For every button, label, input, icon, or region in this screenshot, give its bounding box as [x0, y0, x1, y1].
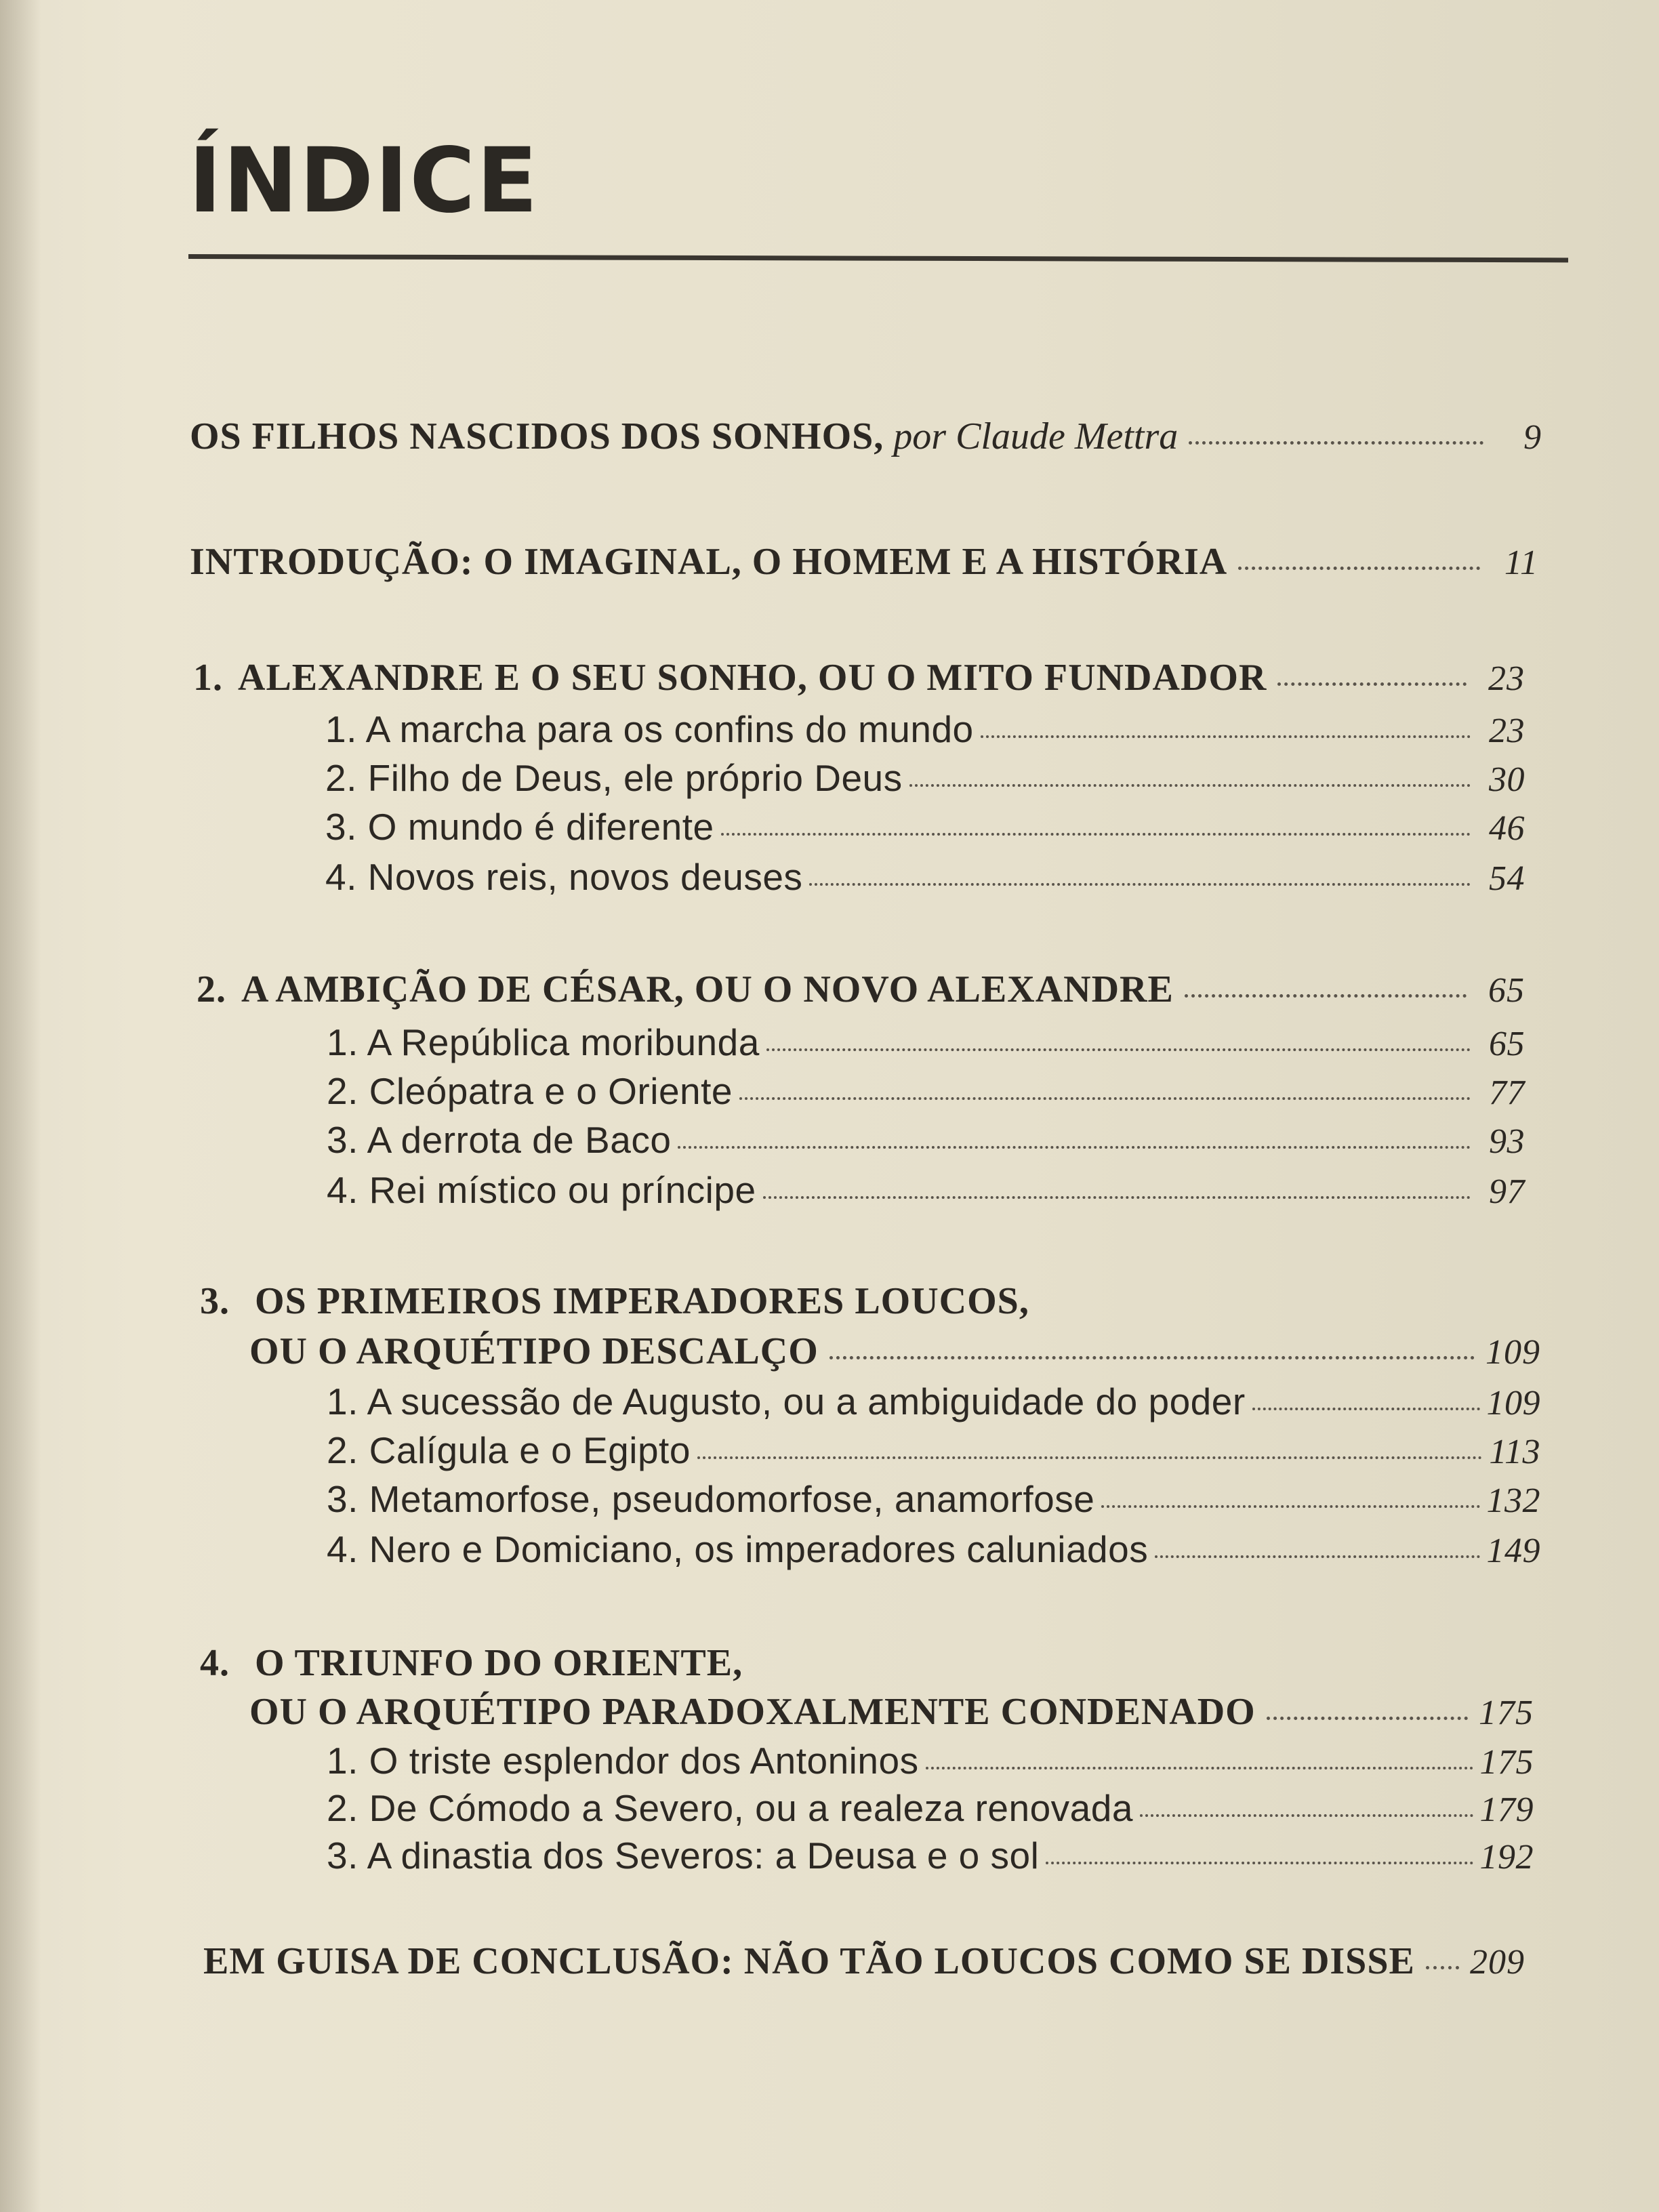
toc-entry-label: 3. O mundo é diferente	[325, 806, 714, 848]
toc-section[interactable]	[327, 1118, 1525, 1162]
toc-page-number: 23	[1489, 712, 1525, 750]
toc-entry-label: A AMBIÇÃO DE CÉSAR, OU O NOVO ALEXANDRE	[241, 968, 1174, 1010]
toc-entry-label: EM GUISA DE CONCLUSÃO: NÃO TÃO LOUCOS COMO SE DISSE	[203, 1940, 1415, 1982]
toc-page-number: 46	[1489, 809, 1525, 848]
toc-entry-label-continued: OU O ARQUÉTIPO PARADOXALMENTE CONDENADO	[249, 1691, 1256, 1733]
toc-section[interactable]	[327, 1786, 1534, 1830]
toc-dot-leader	[926, 1767, 1473, 1769]
toc-dot-leader	[766, 1048, 1471, 1051]
toc-dot-leader	[721, 833, 1471, 836]
toc-entry-label: 1. A marcha para os confins do mundo	[325, 708, 974, 750]
toc-dot-leader	[1185, 994, 1467, 998]
toc-dot-leader	[909, 784, 1471, 787]
toc-section[interactable]	[327, 1021, 1525, 1064]
toc-page-number: 179	[1479, 1790, 1534, 1829]
toc-chapter-3-heading[interactable]	[200, 1279, 1029, 1323]
toc-chapter-number: 3.	[200, 1280, 230, 1322]
toc-entry-conclusion[interactable]	[203, 1940, 1525, 1983]
toc-section[interactable]	[325, 756, 1525, 800]
toc-chapter-2[interactable]	[197, 968, 1525, 1011]
toc-entry-label: 2. Calígula e o Egipto	[327, 1429, 691, 1471]
toc-entry-introduction[interactable]	[190, 540, 1538, 583]
toc-dot-leader	[1140, 1814, 1473, 1817]
toc-section[interactable]	[327, 1069, 1525, 1113]
toc-entry-label: 2. Filho de Deus, ele próprio Deus	[325, 757, 903, 799]
toc-dot-leader	[1189, 441, 1483, 445]
toc-dot-leader	[739, 1097, 1471, 1100]
toc-dot-leader	[1252, 1408, 1480, 1410]
toc-page-number: 65	[1489, 1025, 1525, 1063]
toc-chapter-number: 4.	[200, 1642, 230, 1684]
toc-dot-leader	[1046, 1862, 1473, 1864]
toc-entry-label: 3. A dinastia dos Severos: a Deusa e o sol	[327, 1835, 1040, 1877]
toc-entry-label: 3. Metamorfose, pseudomorfose, anamorfose	[327, 1478, 1095, 1520]
toc-section[interactable]	[325, 855, 1525, 899]
toc-page-number: 192	[1479, 1838, 1534, 1877]
toc-section[interactable]	[327, 1739, 1534, 1782]
toc-section[interactable]	[325, 708, 1525, 751]
toc-chapter-4[interactable]	[249, 1690, 1534, 1734]
toc-entry-preface[interactable]	[190, 415, 1542, 458]
toc-page-number: 11	[1504, 544, 1538, 582]
toc-section[interactable]	[327, 1168, 1525, 1212]
toc-entry-author: por Claude Mettra	[893, 415, 1179, 457]
toc-entry-label: 2. De Cómodo a Severo, ou a realeza renovada	[327, 1787, 1133, 1829]
toc-page-number: 175	[1479, 1743, 1534, 1782]
toc-entry-label: OS FILHOS NASCIDOS DOS SONHOS,	[190, 415, 884, 457]
toc-dot-leader	[763, 1196, 1471, 1199]
toc-entry-label: 4. Novos reis, novos deuses	[325, 856, 803, 898]
toc-page-number: 9	[1523, 418, 1542, 457]
toc-chapter-3[interactable]	[249, 1330, 1540, 1373]
toc-entry-label: 3. A derrota de Baco	[327, 1119, 672, 1161]
toc-dot-leader	[830, 1356, 1475, 1359]
toc-entry-label: 1. A República moribunda	[327, 1021, 760, 1063]
toc-section[interactable]	[327, 1834, 1534, 1877]
toc-entry-label: ALEXANDRE E O SEU SONHO, OU O MITO FUNDADOR	[238, 657, 1267, 699]
toc-chapter-number: 2.	[197, 968, 226, 1010]
toc-entry-label: 4. Rei místico ou príncipe	[327, 1169, 756, 1211]
toc-page-number: 149	[1486, 1532, 1540, 1570]
toc-chapter-number: 1.	[193, 657, 223, 699]
page-title: ÍNDICE	[188, 129, 539, 233]
toc-entry-label: 2. Cleópatra e o Oriente	[327, 1070, 733, 1112]
toc-page-number: 175	[1479, 1694, 1534, 1732]
toc-entry-label-continued: OU O ARQUÉTIPO DESCALÇO	[249, 1330, 819, 1372]
toc-section[interactable]	[327, 1477, 1540, 1521]
toc-page-number: 209	[1470, 1943, 1525, 1982]
toc-page-number: 30	[1489, 760, 1525, 799]
toc-dot-leader	[1155, 1555, 1479, 1558]
toc-chapter-1[interactable]	[193, 656, 1525, 699]
toc-page-number: 97	[1489, 1172, 1525, 1211]
toc-page-number: 132	[1486, 1481, 1540, 1520]
toc-dot-leader	[1267, 1717, 1468, 1720]
toc-page-number: 93	[1489, 1122, 1525, 1161]
toc-page-number: 65	[1488, 971, 1525, 1010]
toc-section[interactable]	[325, 805, 1525, 848]
toc-entry-label: OS PRIMEIROS IMPERADORES LOUCOS,	[255, 1280, 1029, 1322]
toc-section[interactable]	[327, 1429, 1540, 1472]
toc-dot-leader	[1238, 567, 1480, 570]
toc-page-number: 54	[1489, 859, 1525, 898]
toc-dot-leader	[809, 883, 1471, 886]
toc-entry-label: 1. O triste esplendor dos Antoninos	[327, 1740, 919, 1782]
toc-entry-label: O TRIUNFO DO ORIENTE,	[255, 1642, 743, 1684]
toc-section[interactable]	[327, 1380, 1540, 1423]
toc-page-number: 109	[1486, 1384, 1540, 1422]
toc-dot-leader	[1426, 1966, 1459, 1969]
toc-dot-leader	[1277, 682, 1467, 686]
toc-page-number: 77	[1489, 1073, 1525, 1112]
toc-page-number: 23	[1488, 659, 1525, 698]
toc-chapter-4-heading[interactable]	[200, 1641, 743, 1685]
toc-dot-leader	[697, 1456, 1482, 1459]
toc-section[interactable]	[327, 1528, 1540, 1571]
toc-entry-label: 4. Nero e Domiciano, os imperadores caluniados	[327, 1528, 1149, 1570]
toc-entry-label: 1. A sucessão de Augusto, ou a ambiguidade do poder	[327, 1380, 1246, 1422]
toc-dot-leader	[1101, 1505, 1479, 1508]
toc-dot-leader	[678, 1146, 1471, 1149]
toc-dot-leader	[981, 735, 1471, 738]
toc-entry-label: INTRODUÇÃO: O IMAGINAL, O HOMEM E A HISTÓRIA	[190, 541, 1228, 583]
toc-page-number: 113	[1489, 1433, 1540, 1471]
toc-page-number: 109	[1486, 1333, 1540, 1372]
